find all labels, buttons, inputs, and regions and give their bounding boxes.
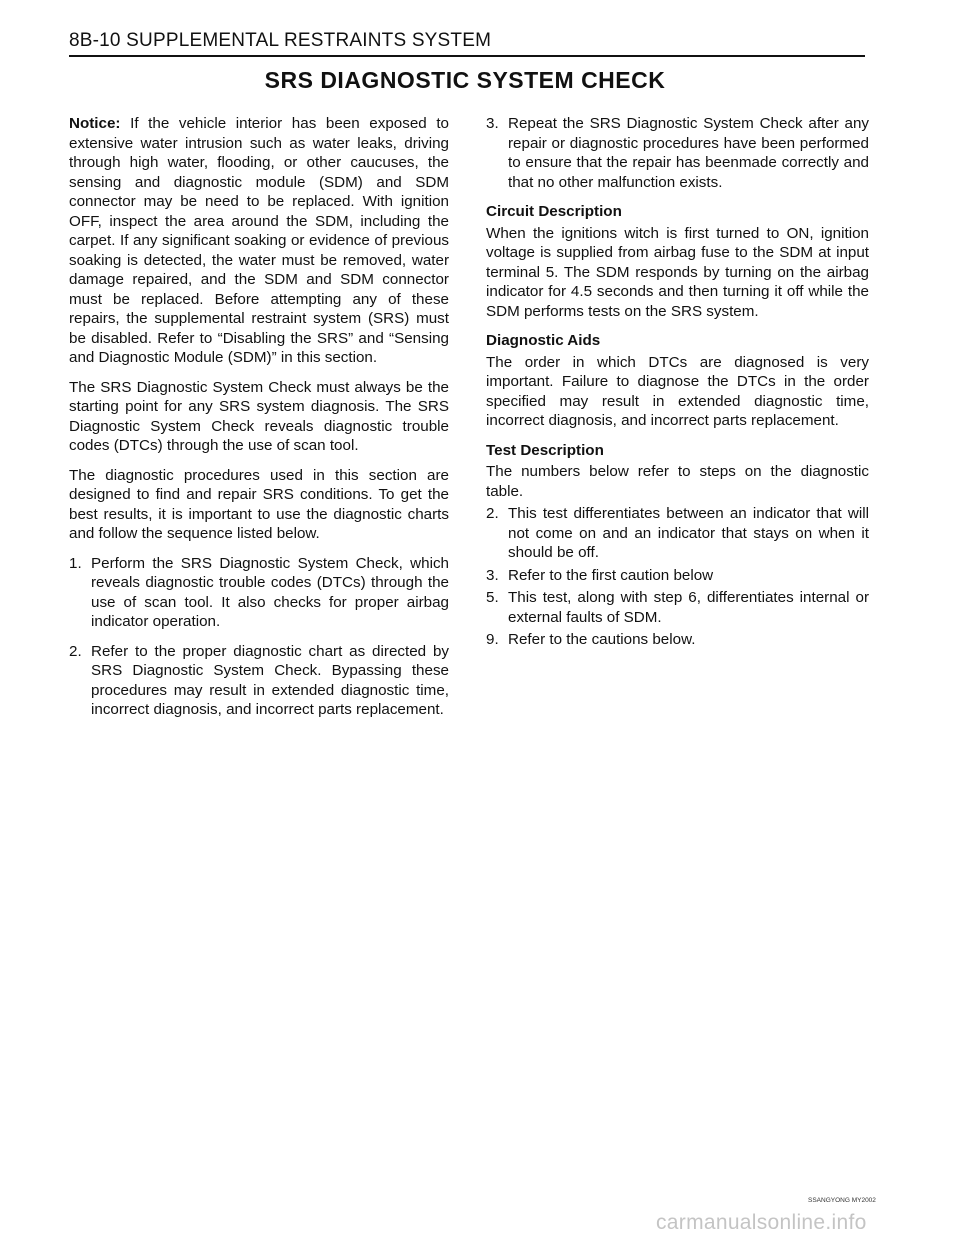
circuit-description-heading: Circuit Description <box>486 203 622 220</box>
list-item-number: 2. <box>486 505 499 522</box>
list-item-number: 9. <box>486 631 499 648</box>
left-column <box>69 114 449 730</box>
list-item-text: This test differentiates between an indicator that will not come on and an indicator that stays on when it should be off. <box>508 505 869 561</box>
list-item-number: 1. <box>69 554 82 572</box>
circuit-description-text: When the ignitions witch is first turned to ON, ignition voltage is supplied from airbag fuse to the SDM at input terminal 5. The SDM responds by turning on the airbag indicator for 4.5 seconds and then turning it off while the SDM performs tests on the SRS system. <box>486 224 869 320</box>
diagnostic-aids-text: The order in which DTCs are diagnosed is very important. Failure to diagnose the DTCs in the order specified may result in extended diagnostic time, incorrect diagnosis, and incorrect parts replacement. <box>486 353 869 429</box>
page-header-title: 8B-10 SUPPLEMENTAL RESTRAINTS SYSTEM <box>69 30 492 51</box>
right-column <box>486 114 869 653</box>
procedure-paragraph: The diagnostic procedures used in this section are designed to find and repair SRS conditions. To get the best results, it is important to use the diagnostic charts and follow the sequence listed below. <box>69 466 449 542</box>
list-item-text: Perform the SRS Diagnostic System Check, which reveals diagnostic trouble codes (DTCs) through the use of scan tool. It also checks for proper airbag indicator operation. <box>91 554 449 630</box>
list-item <box>486 566 869 586</box>
list-item <box>486 630 869 650</box>
list-item <box>486 114 869 192</box>
intro-paragraph: The SRS Diagnostic System Check must always be the starting point for any SRS system diagnosis. The SRS Diagnostic System Check reveals diagnostic trouble codes (DTCs) through the use of scan tool. <box>69 378 449 454</box>
list-item-text: Refer to the proper diagnostic chart as directed by SRS Diagnostic System Check. Bypassing these procedures may result in extended diagnostic time, incorrect diagnosis, and incorrect parts replacement. <box>91 642 449 718</box>
list-item <box>486 504 869 563</box>
notice-text: If the vehicle interior has been exposed to extensive water intrusion such as water leaks, driving through high water, flooding, or other caucuses, the sensing and diagnostic module (SDM) and SDM connector may be need to be replaced. With ignition OFF, inspect the area around the SDM, including the carpet. If any significant soaking or evidence of previous soaking is detected, the water must be removed, water damage repaired, and the SDM and SDM connector must be replaced. Before attempting any of these repairs, the supplemental restraint system (SRS) must be disabled. Refer to “Disabling the SRS” and “Sensing and Diagnostic Module (SDM)” in this section. <box>69 115 449 366</box>
test-description-intro: The numbers below refer to steps on the diagnostic table. <box>486 463 869 500</box>
list-item-number: 2. <box>69 642 82 660</box>
list-item-number: 5. <box>486 589 499 606</box>
notice-label: Notice: <box>69 115 121 132</box>
footer-model-code: SSANGYONG MY2002 <box>808 1197 876 1204</box>
notice-paragraph <box>69 114 449 368</box>
test-description-heading: Test Description <box>486 441 604 459</box>
list-item-text: This test, along with step 6, differentiates internal or external faults of SDM. <box>508 589 869 626</box>
list-item-text: Refer to the cautions below. <box>508 631 696 648</box>
header-rule <box>69 55 865 57</box>
diagnostic-aids-heading: Diagnostic Aids <box>486 332 601 349</box>
list-item-number: 3. <box>486 566 499 584</box>
list-item <box>69 642 449 720</box>
page-title: SRS DIAGNOSTIC SYSTEM CHECK <box>264 67 666 93</box>
list-item <box>69 554 449 632</box>
list-item <box>486 588 869 627</box>
watermark-text: carmanualsonline.info <box>656 1211 867 1234</box>
list-item-text: Refer to the first caution below <box>508 566 714 584</box>
list-item-number: 3. <box>486 115 499 132</box>
list-item-text: Repeat the SRS Diagnostic System Check after any repair or diagnostic procedures have been performed to ensure that the repair has beenmade correctly and that no other malfunction exists. <box>508 115 869 191</box>
